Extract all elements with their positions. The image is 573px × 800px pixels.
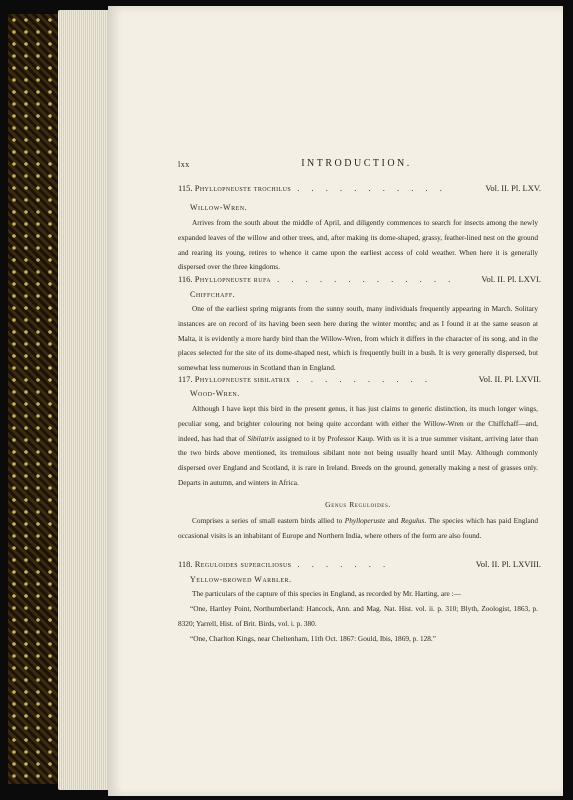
page-number: lxx xyxy=(178,160,190,169)
plate-reference: Vol. II. Pl. LXV. xyxy=(485,183,541,193)
genus-heading: Genus Reguloides. xyxy=(325,500,391,509)
common-name: Willow-Wren. xyxy=(190,203,248,212)
entry-text: Arrives from the south about the middle of April, and diligently commences to search for insects among the newly expanded leaves of the willow and other trees, and, after making its dome-shaped, grassy, feather-lined nest on the ground and rearing its young, retires to whence it came upon the earliest access of cold weather. When here it is generally dispersed over the three kingdoms. xyxy=(178,218,538,272)
species-name: Reguloides superciliosus xyxy=(194,559,292,569)
genus-text-part: Comprises a series of small eastern birds allied to xyxy=(192,516,345,525)
species-name: Phyllopneuste trochilus xyxy=(194,183,292,193)
genus-text-italic: Phylloperuste xyxy=(344,516,386,525)
genus-text-part: . The species which has paid England occasional visits is an inhabitant of Europe and Northern India, where others of the form are also found. xyxy=(178,516,538,540)
genus-text-part: and xyxy=(385,516,401,525)
species-name: Phyllopneuste rufa xyxy=(194,274,271,284)
entry-116-line xyxy=(178,274,541,284)
entry-text-part: Although I have kept this bird in the present genus, it has just claims to generic distinction, its much longer wings, peculiar song, and brighter colouring not being quite accordant with either the Willow-Wren or the Chiffchaff—and, indeed, has had that of xyxy=(178,404,538,443)
species-name: Phyllopneuste sibilatrix xyxy=(194,374,291,384)
leader-dots: . . . . . . . . . . . xyxy=(297,183,447,193)
plate-reference: Vol. II. Pl. LXVI. xyxy=(481,274,541,284)
page-title: INTRODUCTION. xyxy=(301,158,412,169)
entry-number: 118. xyxy=(178,559,193,569)
genus-text-italic: Regulus xyxy=(400,516,425,525)
book-binding xyxy=(8,14,59,784)
entry-117-line xyxy=(178,374,541,384)
genus-text xyxy=(178,514,538,544)
book-page xyxy=(108,6,563,796)
entry-text-part: assigned to it by Professor Kaup. With us it is a true summer visitant, arriving later than the two birds above mentioned, its tremulous sibilant note not being usually heard until May. Although commonly dispersed over England and Scotland, it is rare in Ireland. Breeds on the ground, generally making a nest of grasses only. Departs in autumn, and winters in Africa. xyxy=(178,433,538,487)
running-header xyxy=(178,158,535,169)
entry-text: The particulars of the capture of this species in England, as recorded by Mr. Harting, are :— xyxy=(192,589,461,598)
leader-dots: . . . . . . . . . . xyxy=(296,374,432,384)
plate-reference: Vol. II. Pl. LXVII. xyxy=(478,374,541,384)
common-name: Chiffchaff. xyxy=(190,290,236,299)
leader-dots: . . . . . . . xyxy=(297,559,391,569)
entry-text-italic: Sibilatrix xyxy=(247,433,275,443)
entry-text: One of the earliest spring migrants from the sunny south, many individuals frequently appearing in March. Solitary instances are on record of its having been seen here during the winter months; and as I found it at the same season at Malta, it is evidently a more hardy bird than the Willow-Wren, from which it differs in the character of its song, and in the places selected for the site of its dome-shaped nest, which is frequently built in a bush. It is very generally dispersed, but somewhat less numerous in Scotland than in England. xyxy=(178,304,538,373)
entry-115-line xyxy=(178,183,541,193)
common-name: Wood-Wren. xyxy=(190,389,240,398)
entry-text xyxy=(178,402,538,491)
entry-number: 115. xyxy=(178,183,193,193)
quote-record: “One, Hartley Point, Northumberland: Hancock, Ann. and Mag. Nat. Hist. vol. ii. p. 310; Blyth, Zoologist, 1863, p. 8320; Yarrell, Hist. of Brit. Birds, vol. i. p. 380. xyxy=(178,604,538,628)
common-name: Yellow-browed Warbler. xyxy=(190,575,292,584)
leader-dots: . . . . . . . . . . . . . xyxy=(277,274,456,284)
entry-number: 116. xyxy=(178,274,193,284)
entry-118-line xyxy=(178,559,541,569)
entry-number: 117. xyxy=(178,374,193,384)
plate-reference: Vol. II. Pl. LXVIII. xyxy=(475,559,541,569)
page-edges xyxy=(58,10,110,790)
quote-record: “One, Charlton Kings, near Cheltenham, 11th Oct. 1867: Gould, Ibis, 1869, p. 128.” xyxy=(190,634,436,643)
